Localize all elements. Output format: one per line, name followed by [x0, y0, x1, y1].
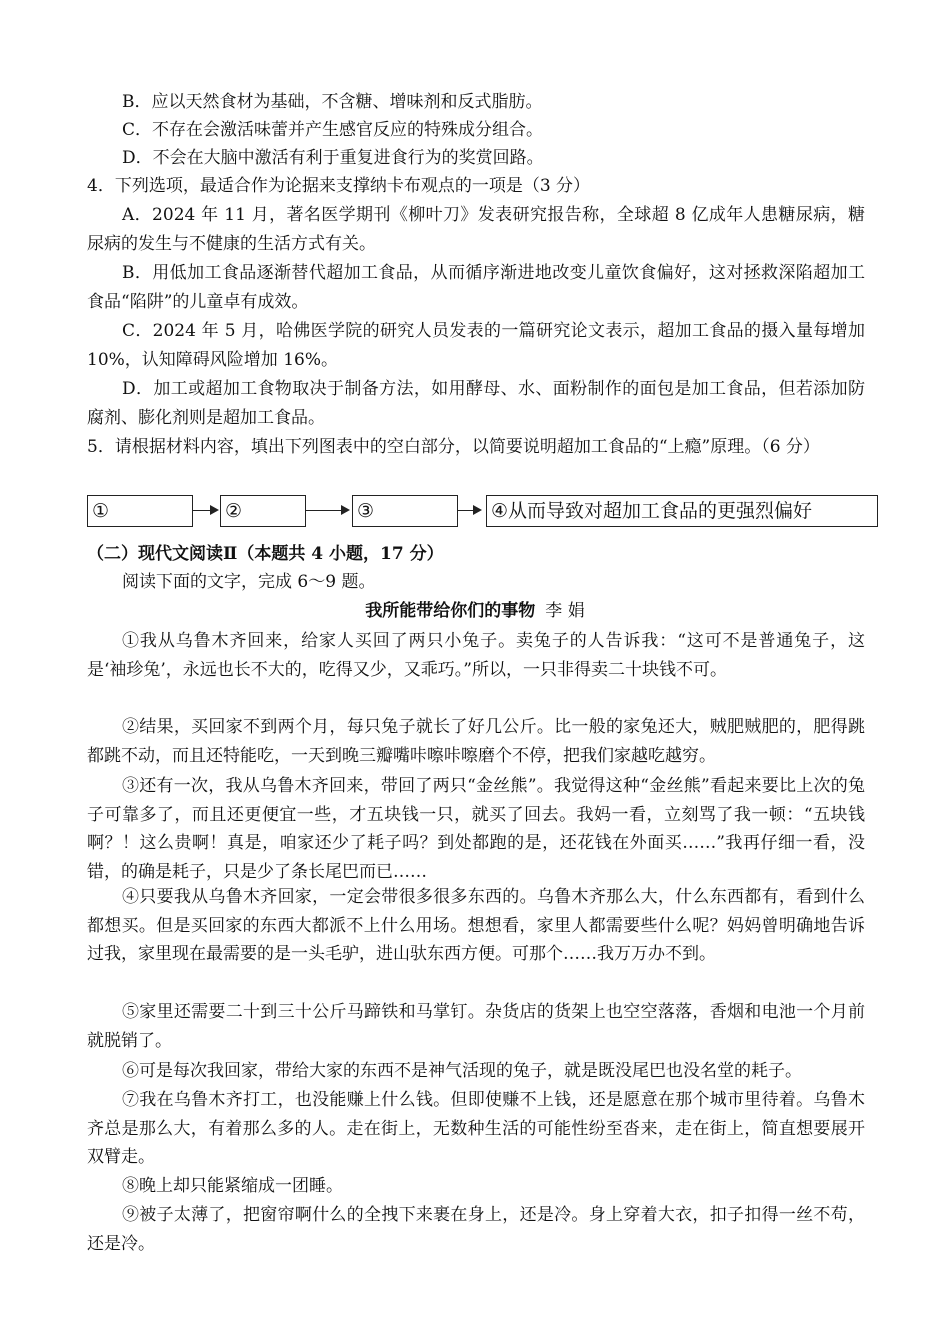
article-author: 李 娟: [545, 601, 585, 621]
q3-option-d: D．不会在大脑中激活有利于重复进食行为的奖赏回路。: [122, 148, 544, 168]
article-title-line: [0, 597, 950, 625]
q4-option-b: B．用低加工食品逐渐替代超加工食品，从而循序渐进地改变儿童饮食偏好，这对拯救深陷超加工食品“陷阱”的儿童卓有成效。: [87, 263, 865, 312]
q4-stem: 4．下列选项，最适合作为论据来支撑纳卡布观点的一项是（3 分）: [87, 176, 591, 196]
article-paragraph-4: ④只要我从乌鲁木齐回家，一定会带很多很多东西的。乌鲁木齐那么大，什么东西都有，看到什么都想买。但是买回家的东西大都派不上什么用场。想想看，家里人都需要些什么呢？妈妈曾明确地告诉过我，家里现在最需要的是一头毛驴，进山驮东西方便。可那个……我万万办不到。: [87, 887, 865, 964]
flow-arrow-2: [306, 510, 348, 511]
article-paragraph-5: ⑤家里还需要二十到三十公斤马蹄铁和马掌钉。杂货店的货架上也空空落落，香烟和电池一个月前就脱销了。: [87, 1002, 865, 1051]
flow-arrow-1: [193, 510, 217, 511]
flow-box-1: ①: [87, 495, 193, 527]
q4-option-d: D．加工或超加工食物取决于制备方法，如用酵母、水、面粉制作的面包是加工食品，但若添加防腐剂、膨化剂则是超加工食品。: [87, 379, 865, 428]
article-paragraph-8: ⑧晚上却只能紧缩成一团睡。: [122, 1176, 343, 1196]
article-paragraph-9: ⑨被子太薄了，把窗帘啊什么的全拽下来裹在身上，还是冷。身上穿着大衣，扣子扣得一丝不苟，还是冷。: [87, 1205, 865, 1254]
section-instruction: 阅读下面的文字，完成 6～9 题。: [122, 572, 376, 592]
q5-flowchart: [87, 495, 897, 531]
section-heading: （二）现代文阅读Ⅱ（本题共 4 小题，17 分）: [87, 544, 444, 564]
flow-box-3: ③: [352, 495, 458, 527]
q3-option-c: C．不存在会激活味蕾并产生感官反应的特殊成分组合。: [122, 120, 544, 140]
article-paragraph-1: ①我从乌鲁木齐回来，给家人买回了两只小兔子。卖兔子的人告诉我：“这可不是普通兔子，这是‘袖珍兔’，永远也长不大的，吃得又少，又乖巧。”所以，一只非得卖二十块钱不可。: [87, 631, 865, 680]
flow-box-2: ②: [220, 495, 306, 527]
article-paragraph-6: ⑥可是每次我回家，带给大家的东西不是神气活现的兔子，就是既没尾巴也没名堂的耗子。: [122, 1061, 802, 1081]
q5-stem: 5．请根据材料内容，填出下列图表中的空白部分，以简要说明超加工食品的“上瘾”原理。（6 分）: [87, 437, 820, 457]
article-title: 我所能带给你们的事物: [365, 601, 536, 621]
flow-arrow-3: [458, 510, 480, 511]
article-paragraph-3: ③还有一次，我从乌鲁木齐回来，带回了两只“金丝熊”。我觉得这种“金丝熊”看起来要比上次的兔子可靠多了，而且还更便宜一些，才五块钱一只，就买了回去。我妈一看，立刻骂了我一顿：“五块钱啊？！这么贵啊！真是，咱家还少了耗子吗？到处都跑的是，还花钱在外面买……”我再仔细一看，没错，的确是耗子，只是少了条长尾巴而已……: [87, 776, 865, 882]
q4-option-c: C．2024 年 5 月，哈佛医学院的研究人员发表的一篇研究论文表示，超加工食品的摄入量每增加 10%，认知障碍风险增加 16%。: [87, 321, 865, 370]
article-paragraph-2: ②结果，买回家不到两个月，每只兔子就长了好几公斤。比一般的家兔还大，贼肥贼肥的，肥得跳都跳不动，而且还特能吃，一天到晚三瓣嘴咔嚓咔嚓磨个不停，把我们家越吃越穷。: [87, 717, 865, 766]
flow-box-4: ④从而导致对超加工食品的更强烈偏好: [486, 495, 878, 527]
q4-option-a: A．2024 年 11 月，著名医学期刊《柳叶刀》发表研究报告称，全球超 8 亿成年人患糖尿病，糖尿病的发生与不健康的生活方式有关。: [87, 205, 865, 254]
q3-option-b: B．应以天然食材为基础，不含糖、增味剂和反式脂肪。: [122, 92, 543, 112]
article-paragraph-7: ⑦我在乌鲁木齐打工，也没能赚上什么钱。但即使赚不上钱，还是愿意在那个城市里待着。乌鲁木齐总是那么大，有着那么多的人。走在街上，无数种生活的可能性纷至沓来，走在街上，简直想要展开双臂走。: [87, 1090, 865, 1167]
